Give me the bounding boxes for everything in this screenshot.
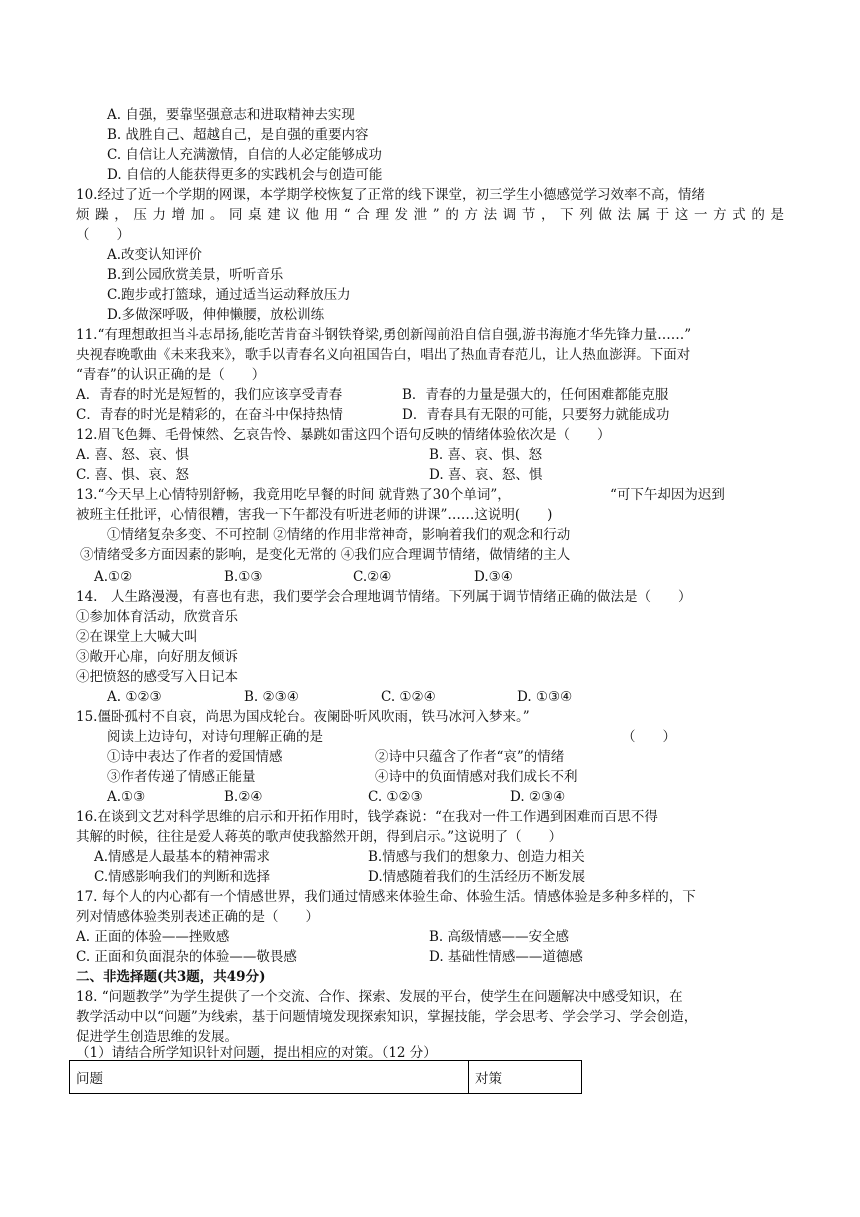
- q10-option-a: A.改变认知评价: [107, 247, 203, 263]
- q16-stem-line2: 其解的时候，往往是爱人蒋英的歌声使我豁然开朗，得到启示。”这说明了（ ）: [76, 829, 563, 845]
- q14-item-4: ④把愤怒的感受写入日记本: [76, 669, 238, 685]
- q14-option-a: A. ①②③: [107, 689, 162, 705]
- q11-option-d: D．青春具有无限的可能，只要努力就能成功: [402, 407, 670, 423]
- q13-option-b: B.①③: [224, 569, 263, 585]
- q9-option-a: A. 自强，要靠坚强意志和进取精神去实现: [107, 107, 355, 123]
- q15-option-a: A.①③: [107, 789, 146, 805]
- q15-option-c: C. ①②③: [368, 789, 423, 805]
- q10-option-d: D.多做深呼吸，伸伸懒腰，放松训练: [107, 307, 325, 323]
- q10-stem-line2: 烦躁，压力增加。同桌建议他用“合理发泄”的方法调节，下列做法属于这一方式的是: [76, 207, 784, 223]
- q15-prompt: 阅读上边诗句，对诗句理解正确的是: [107, 729, 323, 745]
- q9-option-c: C. 自信让人充满激情，自信的人必定能够成功: [107, 147, 382, 163]
- q18-stem-line3: 促进学生创造思维的发展。: [76, 1029, 238, 1045]
- q14-item-3: ③敞开心扉，向好朋友倾诉: [76, 649, 238, 665]
- q15-stem: 15.僵卧孤村不自哀，尚思为国戍轮台。夜阑卧听风吹雨，铁马冰河入梦来。”: [76, 709, 530, 725]
- q15-paren: （ ）: [622, 729, 676, 745]
- q13-stem-part2: “可下午却因为迟到: [610, 487, 725, 503]
- q18-stem-line1: 18. “问题教学”为学生提供了一个交流、合作、探索、发展的平台，使学生在问题解决中感受知识，在: [76, 989, 683, 1005]
- q11-stem-line2: 央视春晚歌曲《未来我来》，歌手以青春名义向祖国告白，唱出了热血青春范儿，让人热血澎湃。下面对: [76, 347, 691, 363]
- q16-option-a: A.情感是人最基本的精神需求: [94, 849, 271, 865]
- q14-option-d: D. ①③④: [517, 689, 573, 705]
- q14-stem: 14. 人生路漫漫，有喜也有悲，我们要学会合理地调节情绪。下列属于调节情绪正确的做法是（ ）: [76, 589, 692, 605]
- q14-item-1: ①参加体育活动，欣赏音乐: [76, 609, 238, 625]
- q17-option-d: D. 基础性情感——道德感: [429, 949, 583, 965]
- q14-option-c: C. ①②④: [381, 689, 436, 705]
- q10-option-c: C.跑步或打篮球，通过适当运动释放压力: [107, 287, 351, 303]
- q12-option-a: A. 喜、怒、哀、惧: [76, 447, 189, 463]
- q17-option-b: B. 高级情感——安全感: [429, 929, 570, 945]
- q13-option-c: C.②④: [353, 569, 392, 585]
- q13-item-line1: ①情绪复杂多变、不可控制 ②情绪的作用非常神奇，影响着我们的观念和行动: [107, 527, 571, 543]
- q15-item-2: ②诗中只蕴含了作者“哀”的情绪: [375, 749, 565, 765]
- q13-option-a: A.①②: [94, 569, 133, 585]
- q16-stem-line1: 16.在谈到文艺对科学思维的启示和开拓作用时，钱学森说：“在我对一件工作遇到困难而百思不得: [76, 809, 658, 825]
- q14-option-b: B. ②③④: [244, 689, 299, 705]
- q11-stem-line1: 11.“有理想敢担当斗志昂扬,能吃苦肯奋斗钢铁脊梁,勇创新闯前沿自信自强,游书海施才华先锋力量……”: [76, 327, 692, 343]
- q12-stem: 12.眉飞色舞、毛骨悚然、乞哀告怜、暴跳如雷这四个语句反映的情绪体验依次是（ ）: [76, 427, 611, 443]
- q12-option-d: D. 喜、哀、怒、惧: [429, 467, 543, 483]
- q10-paren: （ ）: [76, 227, 130, 243]
- q15-item-4: ④诗中的负面情感对我们成长不利: [375, 769, 578, 785]
- q17-stem-line2: 列对情感体验类别表述正确的是（ ）: [76, 909, 319, 925]
- q17-option-c: C. 正面和负面混杂的体验——敬畏感: [76, 949, 297, 965]
- q11-option-a: A．青春的时光是短暂的，我们应该享受青春: [76, 387, 343, 403]
- q15-item-1: ①诗中表达了作者的爱国情感: [107, 749, 283, 765]
- table-header-problem: 问题: [70, 1061, 469, 1094]
- q18-sub1: （1）请结合所学知识针对问题，提出相应的对策。（12 分）: [76, 1045, 437, 1061]
- q16-option-b: B.情感与我们的想象力、创造力相关: [368, 849, 585, 865]
- q13-stem-line2: 被班主任批评，心情很糟，害我一下午都没有听进老师的讲课”……这说明( ): [76, 507, 553, 523]
- q15-option-b: B.②④: [224, 789, 263, 805]
- q16-option-c: C.情感影响我们的判断和选择: [94, 869, 271, 885]
- q13-item-line2: ③情绪受多方面因素的影响，是变化无常的 ④我们应合理调节情绪，做情绪的主人: [80, 547, 571, 563]
- q13-stem-part1: 13.“今天早上心情特别舒畅，我竟用吃早餐的时间 就背熟了30个单词”，: [76, 487, 511, 503]
- q17-stem-line1: 17. 每个人的内心都有一个情感世界，我们通过情感来体验生命、体验生活。情感体验是多种多样的，下: [76, 889, 696, 905]
- q15-item-3: ③作者传递了情感正能量: [107, 769, 256, 785]
- q11-option-b: B．青春的力量是强大的，任何困难都能克服: [402, 387, 669, 403]
- q15-option-d: D. ②③④: [510, 789, 566, 805]
- q13-option-d: D.③④: [474, 569, 513, 585]
- q10-stem-line1: 10.经过了近一个学期的网课，本学期学校恢复了正常的线下课堂，初三学生小德感觉学习效率不高，情绪: [76, 187, 705, 203]
- section-2-title: 二、非选择题(共3题，共49分): [76, 969, 266, 985]
- q11-option-c: C．青春的时光是精彩的，在奋斗中保持热情: [76, 407, 343, 423]
- q17-option-a: A. 正面的体验——挫败感: [76, 929, 230, 945]
- q9-option-b: B. 战胜自己、超越自己，是自强的重要内容: [107, 127, 369, 143]
- q16-option-d: D.情感随着我们的生活经历不断发展: [368, 869, 586, 885]
- q14-item-2: ②在课堂上大喊大叫: [76, 629, 198, 645]
- table-header-solution: 对策: [469, 1061, 582, 1094]
- q12-option-c: C. 喜、惧、哀、怒: [76, 467, 189, 483]
- q10-option-b: B.到公园欣赏美景，听听音乐: [107, 267, 284, 283]
- q9-option-d: D. 自信的人能获得更多的实践机会与创造可能: [107, 167, 383, 183]
- table-row: [70, 1061, 582, 1094]
- q11-stem-line3: “青春”的认识正确的是（ ）: [76, 367, 266, 383]
- q12-option-b: B. 喜、哀、惧、怒: [429, 447, 543, 463]
- q18-stem-line2: 教学活动中以“问题”为线索，基于问题情境发现探索知识，掌握技能，学会思考、学会学习、学会创造，: [76, 1009, 698, 1025]
- answer-table: [69, 1060, 582, 1094]
